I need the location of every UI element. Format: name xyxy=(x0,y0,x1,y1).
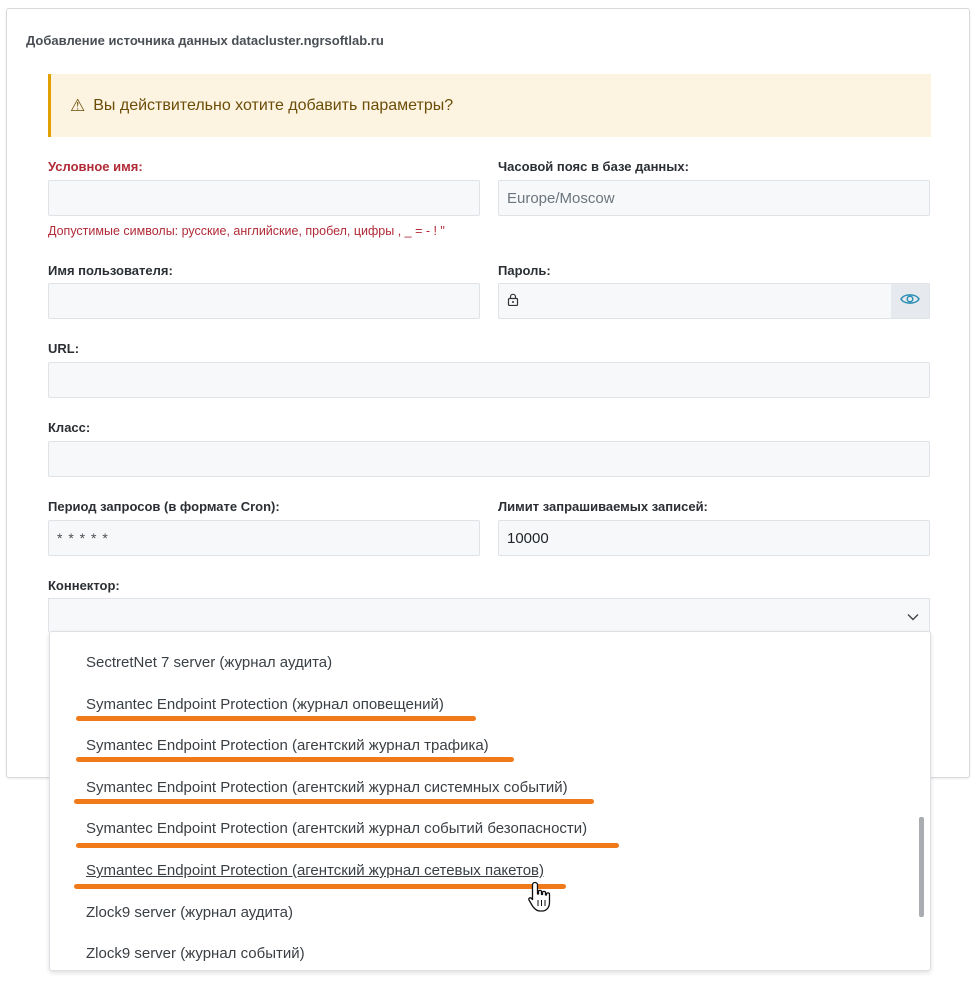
card-title: Добавление источника данных datacluster.ngrsoftlab.ru xyxy=(26,33,384,48)
url-label: URL: xyxy=(48,341,80,356)
url-input[interactable] xyxy=(48,362,930,398)
period-input[interactable]: * * * * * xyxy=(48,520,480,556)
password-input[interactable] xyxy=(498,283,930,319)
alias-input[interactable] xyxy=(48,180,480,216)
connector-select[interactable] xyxy=(48,598,930,632)
confirm-alert xyxy=(48,74,931,137)
dropdown-option[interactable]: Symantec Endpoint Protection (журнал оповещений) xyxy=(86,696,444,713)
highlight-underline xyxy=(76,757,514,762)
dropdown-option[interactable]: Symantec Endpoint Protection (агентский журнал событий безопасности) xyxy=(86,820,588,837)
dropdown-option[interactable]: SectretNet 7 server (журнал аудита) xyxy=(86,654,333,671)
dropdown-scrollbar[interactable] xyxy=(919,817,924,917)
lock-icon xyxy=(507,293,519,309)
highlight-underline xyxy=(76,843,619,848)
limit-label: Лимит запрашиваемых записей: xyxy=(498,499,708,514)
period-label: Период запросов (в формате Cron): xyxy=(48,499,280,514)
class-label: Класс: xyxy=(48,420,91,435)
dropdown-option[interactable]: Symantec Endpoint Protection (агентский журнал системных событий) xyxy=(86,779,568,796)
warning-icon: ⚠ xyxy=(70,95,86,115)
class-input[interactable] xyxy=(48,441,930,477)
dropdown-option[interactable]: Zlock9 server (журнал аудита) xyxy=(86,904,293,921)
alert-text: Вы действительно хотите добавить параметры? xyxy=(93,96,454,114)
timezone-label: Часовой пояс в базе данных: xyxy=(498,159,689,174)
show-password-button[interactable] xyxy=(891,284,929,318)
username-label: Имя пользователя: xyxy=(48,263,173,278)
eye-icon xyxy=(900,292,920,310)
highlight-underline xyxy=(76,716,476,721)
dropdown-option[interactable]: Symantec Endpoint Protection (агентский журнал трафика) xyxy=(86,737,489,754)
highlight-underline xyxy=(74,799,594,804)
chevron-down-icon xyxy=(907,608,919,626)
username-input[interactable] xyxy=(48,283,480,319)
highlight-underline xyxy=(74,884,566,889)
dropdown-option[interactable]: Zlock9 server (журнал событий) xyxy=(86,945,305,962)
alias-label: Условное имя: xyxy=(48,159,143,174)
dropdown-option-hovered[interactable]: Symantec Endpoint Protection (агентский журнал сетевых пакетов) xyxy=(86,862,545,879)
alias-hint: Допустимые символы: русские, английские, пробел, цифры , _ = - ! " xyxy=(48,224,445,238)
connector-label: Коннектор: xyxy=(48,578,120,593)
hand-cursor-icon xyxy=(526,880,556,921)
password-label: Пароль: xyxy=(498,263,551,278)
limit-input[interactable]: 10000 xyxy=(498,520,930,556)
timezone-input[interactable]: Europe/Moscow xyxy=(498,180,930,216)
